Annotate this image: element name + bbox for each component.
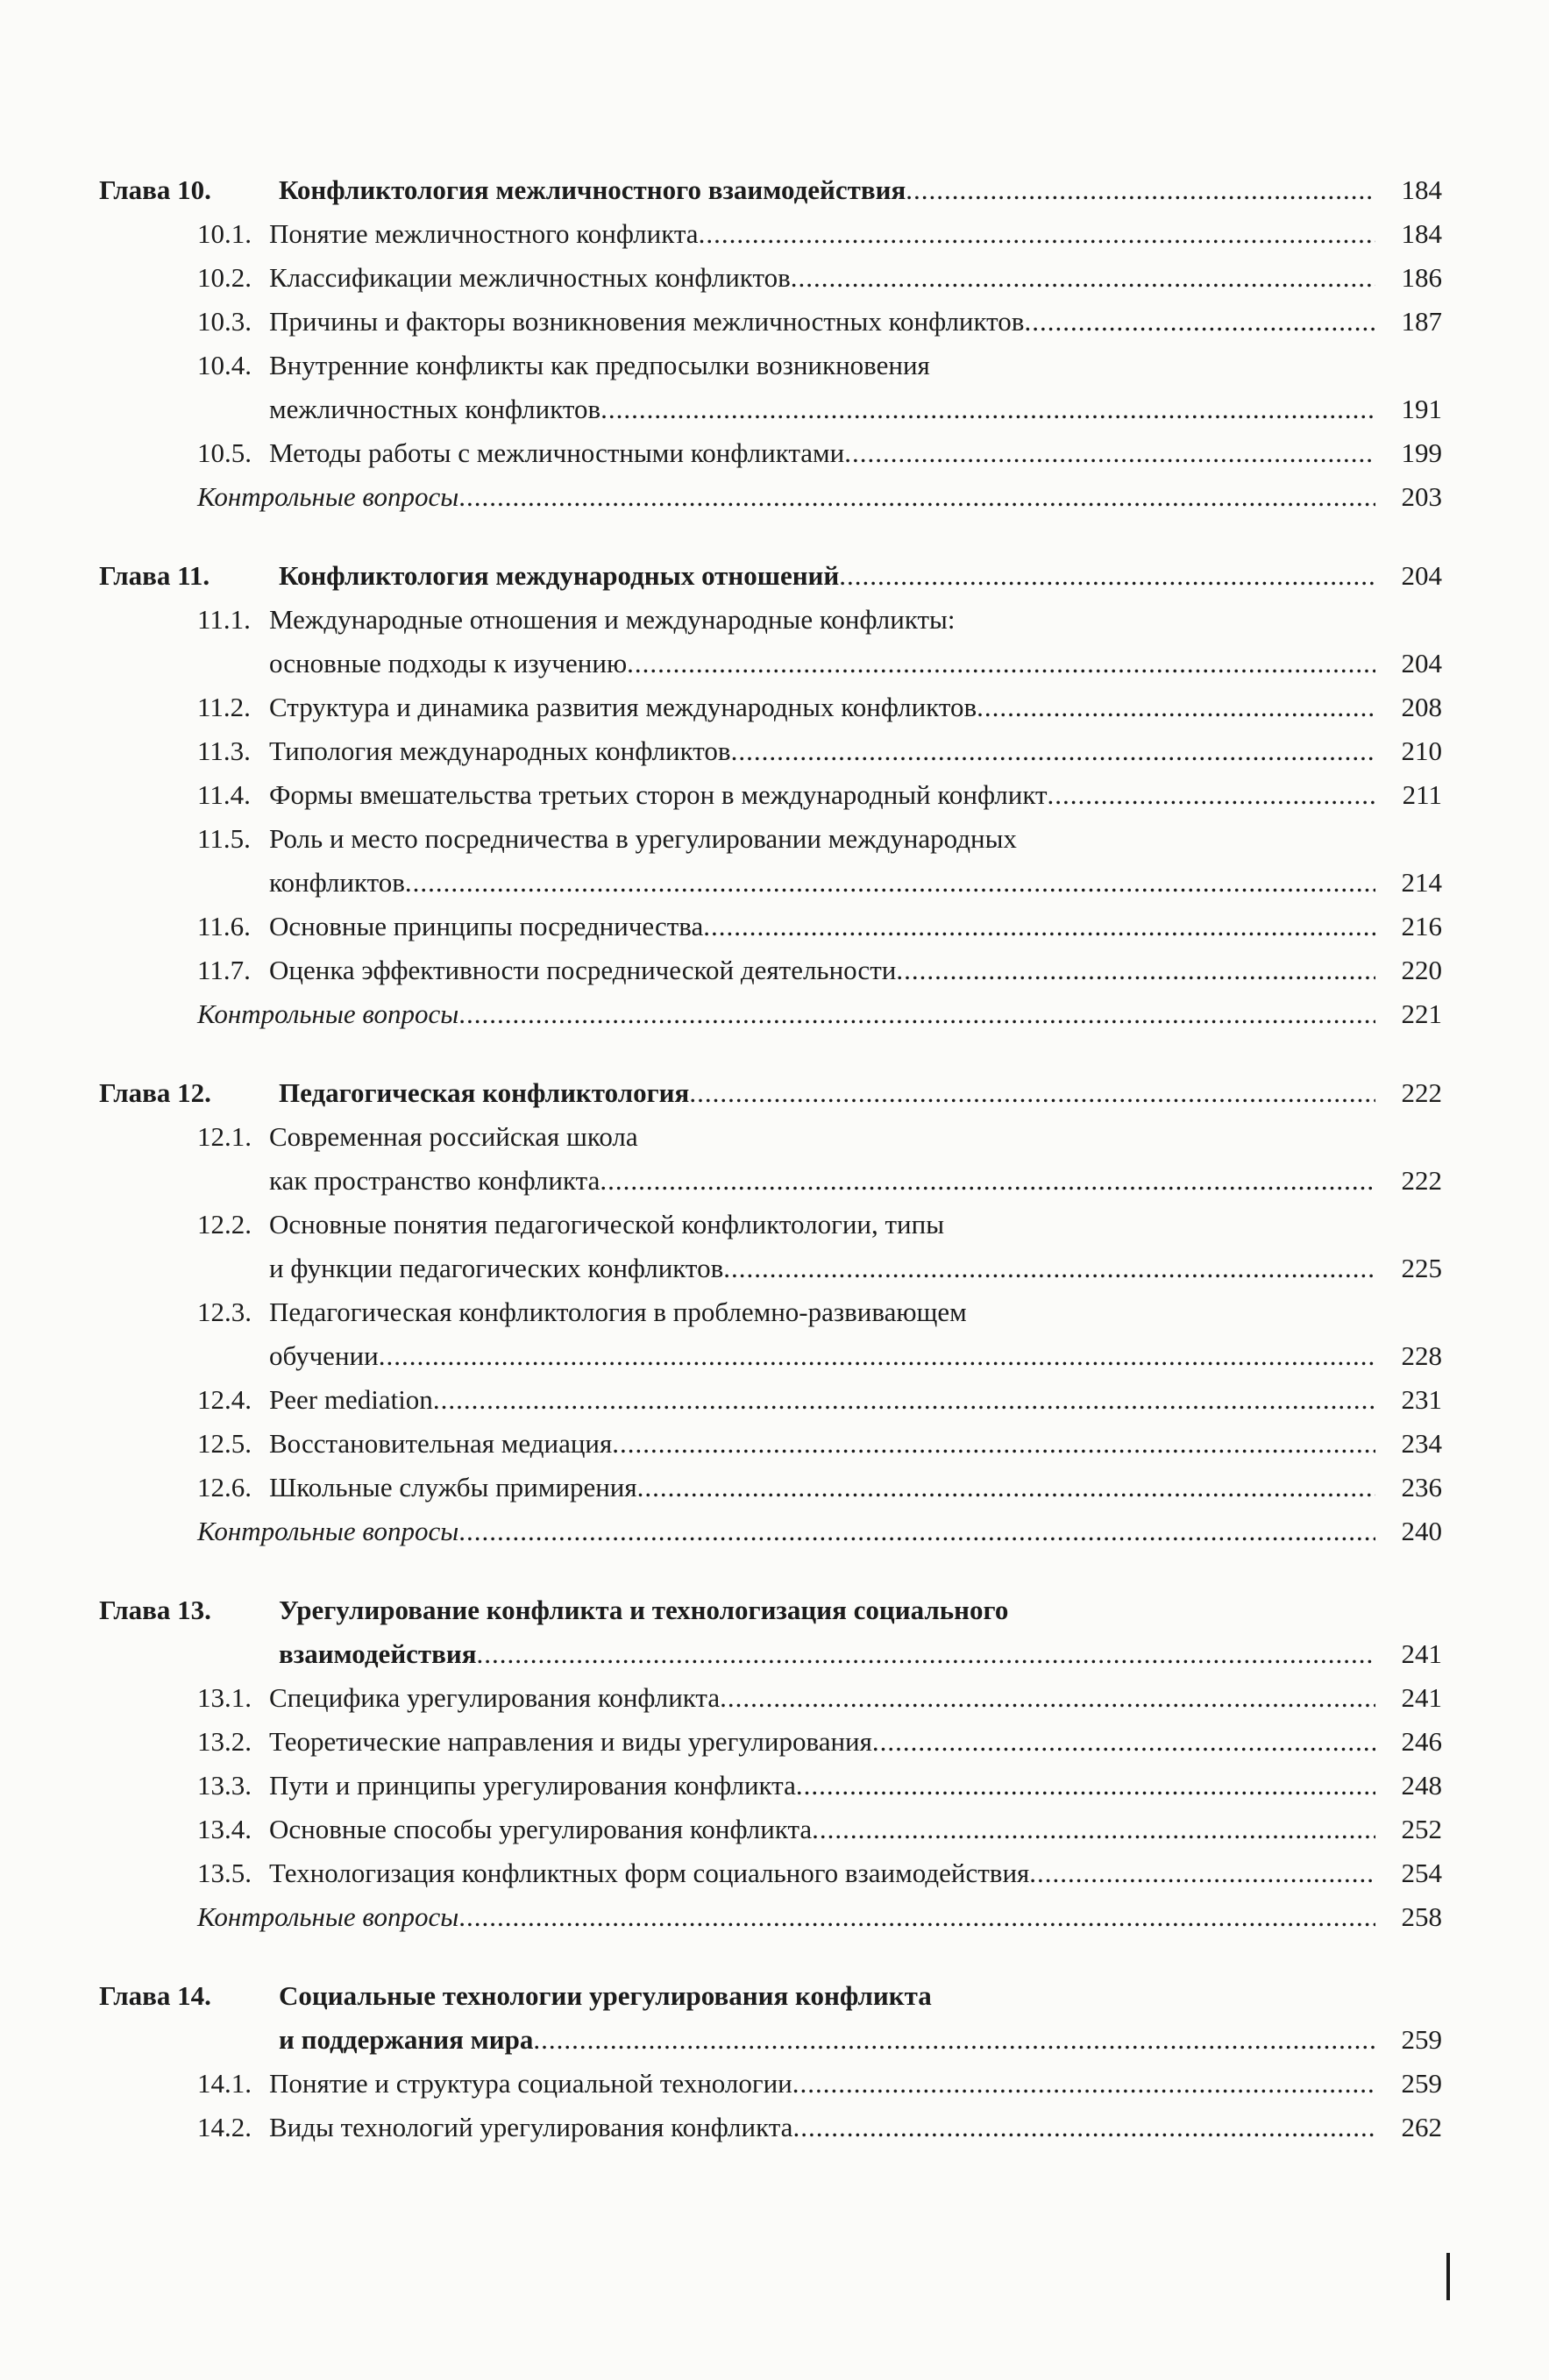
section-entry[interactable] <box>197 1808 1442 1851</box>
dot-leader <box>699 212 1375 256</box>
toc-text-line: Социальные технологии урегулирования конфликта <box>279 1980 932 2011</box>
dot-leader <box>379 1334 1375 1378</box>
page-number: 203 <box>1401 481 1442 512</box>
dot-leader <box>792 2062 1375 2106</box>
toc-leader-line <box>269 1764 1442 1808</box>
section-entry[interactable] <box>197 1203 1442 1290</box>
section-title <box>269 2062 1442 2106</box>
dot-leader <box>433 1378 1375 1422</box>
section-title <box>269 905 1442 948</box>
toc-leader-line <box>197 1510 1442 1553</box>
review-questions-entry[interactable] <box>197 475 1442 519</box>
section-entry[interactable] <box>197 729 1442 773</box>
toc-text-line: Международные отношения и международные конфликты: <box>269 604 956 635</box>
page-number: 204 <box>1401 648 1442 678</box>
page-number: 228 <box>1401 1340 1442 1371</box>
section-title <box>269 1466 1442 1510</box>
section-number: 13.4. <box>197 1814 252 1844</box>
page-number: 225 <box>1401 1253 1442 1283</box>
page-number: 184 <box>1401 174 1442 205</box>
section-number: 10.4. <box>197 350 252 380</box>
section-number: 10.3. <box>197 306 252 337</box>
section-title <box>269 344 1442 431</box>
chapter-block <box>99 168 1442 519</box>
toc-leader-line <box>269 729 1442 773</box>
section-entry[interactable] <box>197 948 1442 992</box>
toc-text-line: взаимодействия <box>279 1638 477 1669</box>
chapter-title <box>279 1974 1442 2062</box>
toc-text-line: Теоретические направления и виды урегулирования <box>269 1726 872 1757</box>
toc-leader-line <box>269 2106 1442 2149</box>
page-number: 231 <box>1401 1384 1442 1415</box>
toc-text-line: Школьные службы примирения <box>269 1472 637 1503</box>
toc-leader-line <box>279 554 1442 598</box>
review-questions-entry[interactable] <box>197 1510 1442 1553</box>
section-entry[interactable] <box>197 1851 1442 1895</box>
page-number: 241 <box>1401 1638 1442 1669</box>
section-number: 14.1. <box>197 2068 252 2099</box>
chapter-heading[interactable] <box>99 1588 1442 1676</box>
toc-text-line: Педагогическая конфликтология <box>279 1077 690 1108</box>
chapter-title <box>279 1071 1442 1115</box>
toc-leader-line <box>269 2062 1442 2106</box>
toc-text-line: и поддержания мира <box>279 2024 534 2055</box>
dot-leader <box>405 861 1375 905</box>
section-number: 12.1. <box>197 1121 252 1152</box>
section-number: 10.2. <box>197 262 252 293</box>
section-entry[interactable] <box>197 1422 1442 1466</box>
chapter-heading[interactable] <box>99 168 1442 212</box>
toc-leader-line <box>197 1895 1442 1939</box>
dot-leader <box>872 1720 1375 1764</box>
chapter-heading[interactable] <box>99 554 1442 598</box>
section-title <box>269 598 1442 686</box>
toc-leader-line <box>269 1334 1442 1378</box>
section-entry[interactable] <box>197 598 1442 686</box>
toc-text-line: Формы вмешательства третьих сторон в международный конфликт <box>269 779 1048 810</box>
page-number: 222 <box>1401 1077 1442 1108</box>
page-number: 204 <box>1401 560 1442 591</box>
toc-leader-line <box>269 212 1442 256</box>
page-number: 246 <box>1401 1726 1442 1757</box>
toc-leader-line <box>269 1851 1442 1895</box>
section-entry[interactable] <box>197 1115 1442 1203</box>
toc-leader-line <box>269 256 1442 300</box>
dot-leader <box>612 1422 1375 1466</box>
page-number: 252 <box>1401 1814 1442 1844</box>
dot-leader <box>458 1895 1375 1939</box>
section-number: 11.2. <box>197 692 251 722</box>
page-number: 210 <box>1401 735 1442 766</box>
chapter-label: Глава 13. <box>99 1595 211 1625</box>
section-entry[interactable] <box>197 344 1442 431</box>
toc-text-line: Пути и принципы урегулирования конфликта <box>269 1770 796 1801</box>
section-number: 14.2. <box>197 2112 252 2142</box>
toc-leader-line <box>279 2018 1442 2062</box>
section-title <box>269 948 1442 992</box>
page-number: 259 <box>1401 2068 1442 2099</box>
toc-leader-line <box>269 948 1442 992</box>
dot-leader <box>458 475 1375 519</box>
review-questions-title <box>197 992 1442 1036</box>
section-number: 11.3. <box>197 735 251 766</box>
dot-leader <box>720 1676 1375 1720</box>
toc-text-line: Основные способы урегулирования конфликта <box>269 1814 813 1844</box>
page-number: 216 <box>1401 911 1442 941</box>
section-entry[interactable] <box>197 1466 1442 1510</box>
toc-text-line: Специфика урегулирования конфликта <box>269 1682 721 1713</box>
section-entry[interactable] <box>197 773 1442 817</box>
toc-leader-line <box>269 431 1442 475</box>
section-entry[interactable] <box>197 2106 1442 2149</box>
chapter-block <box>99 1071 1442 1553</box>
section-title <box>269 1851 1442 1895</box>
toc-leader-line <box>279 1071 1442 1115</box>
section-title <box>269 1808 1442 1851</box>
toc-leader-line <box>197 992 1442 1036</box>
section-title <box>269 431 1442 475</box>
toc-text-line: Основные принципы посредничества <box>269 911 704 941</box>
dot-leader <box>839 554 1375 598</box>
page-number: 208 <box>1401 692 1442 722</box>
toc-leader-line <box>269 1720 1442 1764</box>
toc-leader-line <box>269 773 1442 817</box>
toc-text-line: Конфликтология международных отношений <box>279 560 840 591</box>
chapter-label: Глава 10. <box>99 174 211 205</box>
dot-leader <box>723 1247 1375 1290</box>
toc-text-line: Современная российская школа <box>269 1121 638 1152</box>
page-number: 220 <box>1401 955 1442 985</box>
page-number: 258 <box>1401 1901 1442 1932</box>
toc-leader-line <box>269 1159 1442 1203</box>
toc-leader-line <box>269 300 1442 344</box>
page-number: 187 <box>1401 306 1442 337</box>
table-of-contents <box>99 168 1442 2185</box>
toc-text-line: Оценка эффективности посреднической деятельности <box>269 955 897 985</box>
dot-leader <box>637 1466 1375 1510</box>
section-entry[interactable] <box>197 1676 1442 1720</box>
dot-leader <box>458 1510 1375 1553</box>
toc-leader-line <box>269 686 1442 729</box>
dot-leader <box>600 1159 1375 1203</box>
chapter-block <box>99 554 1442 1036</box>
toc-text-line: Внутренние конфликты как предпосылки возникновения <box>269 350 930 380</box>
page-number: 240 <box>1401 1516 1442 1546</box>
chapter-title <box>279 168 1442 212</box>
page-number: 186 <box>1401 262 1442 293</box>
toc-text-line: Методы работы с межличностными конфликтами <box>269 437 845 468</box>
page-number: 236 <box>1401 1472 1442 1503</box>
section-number: 12.3. <box>197 1297 252 1327</box>
toc-leader-line <box>197 475 1442 519</box>
dot-leader <box>896 948 1375 992</box>
dot-leader <box>731 729 1375 773</box>
section-entry[interactable] <box>197 212 1442 256</box>
toc-leader-line <box>269 387 1442 431</box>
toc-leader-line <box>269 1676 1442 1720</box>
toc-text-line: Основные понятия педагогической конфликтологии, типы <box>269 1209 945 1240</box>
section-entry[interactable] <box>197 1290 1442 1378</box>
toc-text-line: Контрольные вопросы <box>197 481 459 512</box>
section-title <box>269 2106 1442 2149</box>
chapter-heading[interactable] <box>99 1071 1442 1115</box>
toc-text-line: Педагогическая конфликтология в проблемно-развивающем <box>269 1297 967 1327</box>
dot-leader <box>792 2106 1375 2149</box>
toc-text-line: конфликтов <box>269 867 405 898</box>
section-title <box>269 817 1442 905</box>
toc-text-line: Контрольные вопросы <box>197 998 459 1029</box>
review-questions-entry[interactable] <box>197 992 1442 1036</box>
toc-text-line: основные подходы к изучению <box>269 648 628 678</box>
toc-leader-line <box>269 1378 1442 1422</box>
page-number: 234 <box>1401 1428 1442 1459</box>
toc-leader-line <box>269 1247 1442 1290</box>
toc-text-line: Конфликтология межличностного взаимодействия <box>279 174 906 205</box>
toc-text-line: Контрольные вопросы <box>197 1901 459 1932</box>
section-title <box>269 686 1442 729</box>
chapter-title <box>279 554 1442 598</box>
page-number: 199 <box>1401 437 1442 468</box>
page-number: 221 <box>1401 998 1442 1029</box>
section-title <box>269 729 1442 773</box>
toc-text-line: Технологизация конфликтных форм социального взаимодействия <box>269 1858 1030 1888</box>
chapter-block <box>99 1974 1442 2149</box>
section-number: 12.2. <box>197 1209 252 1240</box>
section-entry[interactable] <box>197 256 1442 300</box>
review-questions-title <box>197 1510 1442 1553</box>
page-edge-marker <box>1446 2253 1450 2300</box>
chapter-block <box>99 1588 1442 1939</box>
chapter-title <box>279 1588 1442 1676</box>
chapter-label: Глава 14. <box>99 1980 211 2011</box>
dot-leader <box>906 168 1375 212</box>
page-number: 214 <box>1401 867 1442 898</box>
toc-text-line: как пространство конфликта <box>269 1165 600 1196</box>
chapter-label: Глава 11. <box>99 560 210 591</box>
section-number: 11.4. <box>197 779 251 810</box>
toc-text-line: Роль и место посредничества в урегулировании международных <box>269 823 1017 854</box>
toc-text-line: Классификации межличностных конфликтов <box>269 262 791 293</box>
toc-leader-line <box>269 861 1442 905</box>
dot-leader <box>458 992 1375 1036</box>
dot-leader <box>812 1808 1375 1851</box>
page-number: 222 <box>1401 1165 1442 1196</box>
section-title <box>269 300 1442 344</box>
page-number: 262 <box>1401 2112 1442 2142</box>
toc-text-line: Типология международных конфликтов <box>269 735 731 766</box>
section-title <box>269 1203 1442 1290</box>
toc-text-line: Peer mediation <box>269 1384 433 1415</box>
section-entry[interactable] <box>197 300 1442 344</box>
dot-leader <box>689 1071 1375 1115</box>
dot-leader <box>844 431 1375 475</box>
dot-leader <box>703 905 1375 948</box>
review-questions-entry[interactable] <box>197 1895 1442 1939</box>
toc-text-line: Причины и факторы возникновения межличностных конфликтов <box>269 306 1025 337</box>
dot-leader <box>791 256 1375 300</box>
page-number: 241 <box>1401 1682 1442 1713</box>
toc-leader-line <box>269 1422 1442 1466</box>
review-questions-title <box>197 1895 1442 1939</box>
section-entry[interactable] <box>197 817 1442 905</box>
section-number: 13.2. <box>197 1726 252 1757</box>
section-number: 13.5. <box>197 1858 252 1888</box>
section-entry[interactable] <box>197 1378 1442 1422</box>
page-number: 211 <box>1402 779 1442 810</box>
section-number: 12.6. <box>197 1472 252 1503</box>
toc-text-line: Урегулирование конфликта и технологизация социального <box>279 1595 1009 1625</box>
section-title <box>269 1720 1442 1764</box>
section-number: 11.7. <box>197 955 251 985</box>
toc-text-line: Понятие межличностного конфликта <box>269 218 699 249</box>
section-title <box>269 1290 1442 1378</box>
section-entry[interactable] <box>197 431 1442 475</box>
section-number: 12.5. <box>197 1428 252 1459</box>
section-entry[interactable] <box>197 2062 1442 2106</box>
section-number: 10.5. <box>197 437 252 468</box>
dot-leader <box>477 1632 1375 1676</box>
toc-leader-line <box>269 642 1442 686</box>
dot-leader <box>533 2018 1375 2062</box>
section-title <box>269 1676 1442 1720</box>
toc-text-line: обучении <box>269 1340 379 1371</box>
toc-text-line: Восстановительная медиация <box>269 1428 613 1459</box>
toc-leader-line <box>269 1808 1442 1851</box>
section-number: 10.1. <box>197 218 252 249</box>
page-number: 254 <box>1401 1858 1442 1888</box>
toc-text-line: Контрольные вопросы <box>197 1516 459 1546</box>
section-entry[interactable] <box>197 1764 1442 1808</box>
toc-text-line: Понятие и структура социальной технологии <box>269 2068 792 2099</box>
section-number: 11.1. <box>197 604 251 635</box>
page-number: 248 <box>1401 1770 1442 1801</box>
toc-text-line: межличностных конфликтов <box>269 394 601 424</box>
chapter-label: Глава 12. <box>99 1077 211 1108</box>
toc-text-line: Виды технологий урегулирования конфликта <box>269 2112 793 2142</box>
toc-leader-line <box>269 1466 1442 1510</box>
toc-leader-line <box>279 1632 1442 1676</box>
section-entry[interactable] <box>197 905 1442 948</box>
dot-leader <box>977 686 1375 729</box>
chapter-heading[interactable] <box>99 1974 1442 2062</box>
section-entry[interactable] <box>197 686 1442 729</box>
page-number: 259 <box>1401 2024 1442 2055</box>
review-questions-title <box>197 475 1442 519</box>
dot-leader <box>796 1764 1375 1808</box>
dot-leader <box>1024 300 1375 344</box>
dot-leader <box>600 387 1375 431</box>
section-title <box>269 1764 1442 1808</box>
section-number: 12.4. <box>197 1384 252 1415</box>
section-number: 13.1. <box>197 1682 252 1713</box>
toc-leader-line <box>279 168 1442 212</box>
section-title <box>269 1115 1442 1203</box>
page-number: 191 <box>1401 394 1442 424</box>
toc-text-line: и функции педагогических конфликтов <box>269 1253 724 1283</box>
section-title <box>269 773 1442 817</box>
section-title <box>269 1422 1442 1466</box>
dot-leader <box>1048 773 1375 817</box>
section-title <box>269 1378 1442 1422</box>
section-title <box>269 212 1442 256</box>
section-number: 11.5. <box>197 823 251 854</box>
section-title <box>269 256 1442 300</box>
section-number: 11.6. <box>197 911 251 941</box>
dot-leader <box>627 642 1375 686</box>
section-number: 13.3. <box>197 1770 252 1801</box>
toc-leader-line <box>269 905 1442 948</box>
page-number: 184 <box>1401 218 1442 249</box>
toc-text-line: Структура и динамика развития международных конфликтов <box>269 692 977 722</box>
dot-leader <box>1029 1851 1375 1895</box>
section-entry[interactable] <box>197 1720 1442 1764</box>
